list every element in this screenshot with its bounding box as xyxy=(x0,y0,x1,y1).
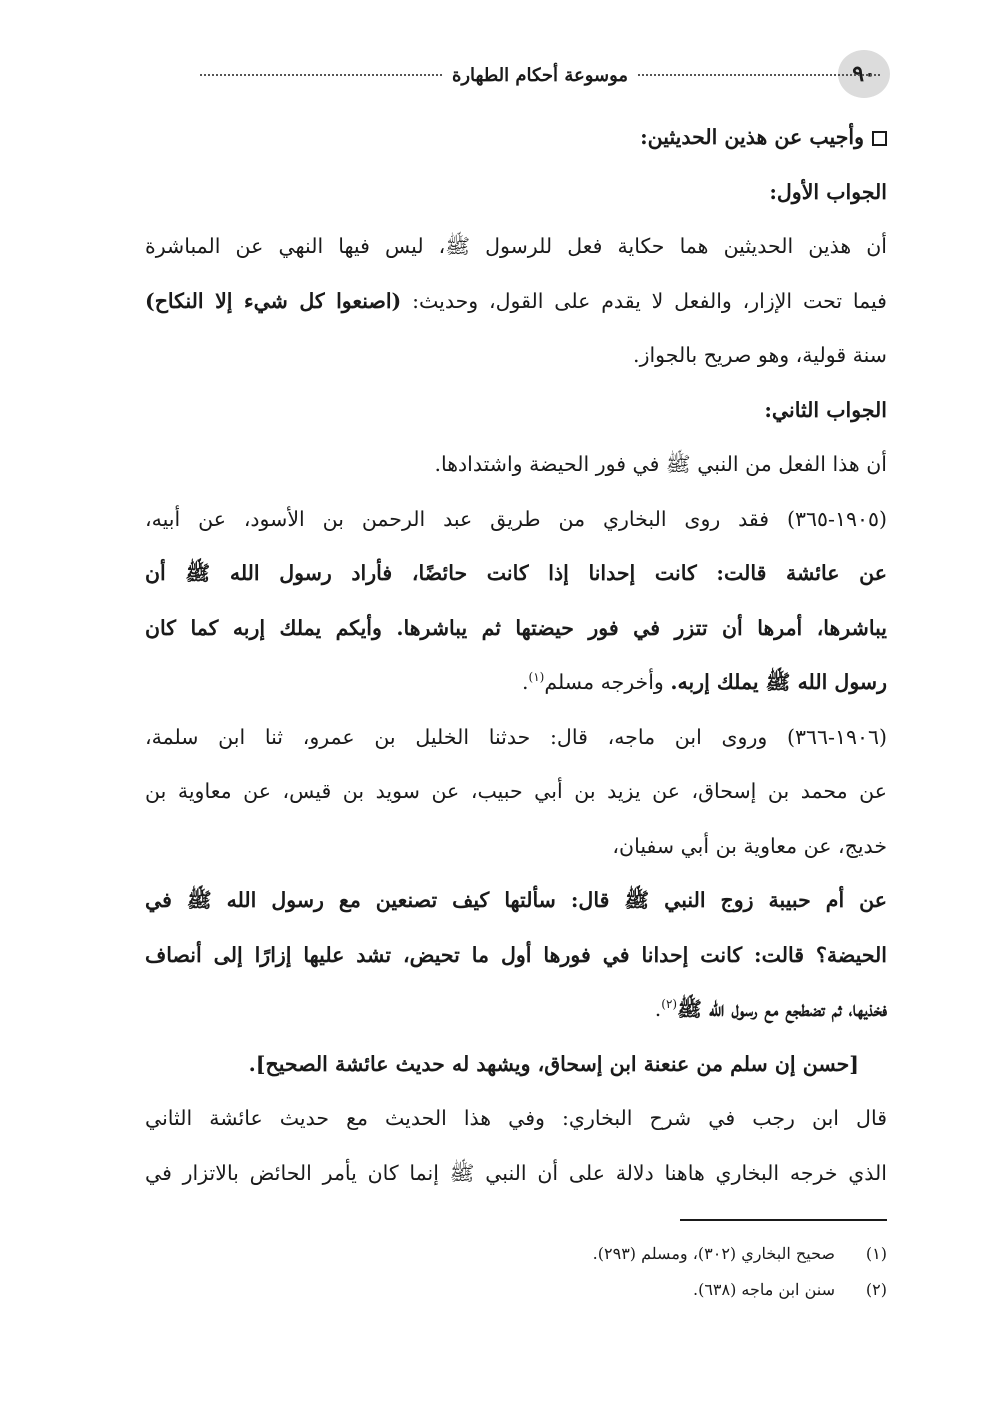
paragraph-line xyxy=(145,274,887,329)
checkbox-square-icon xyxy=(872,131,887,146)
footnote-text: صحيح البخاري (٣٠٢)، ومسلم (٢٩٣). xyxy=(592,1244,835,1263)
paragraph-line: الذي خرجه البخاري هاهنا دلالة على أن النبي ﷺ إنما كان يأمر الحائض بالاتزار في xyxy=(145,1160,887,1185)
hadith-chain-line: (١٩٠٦-٣٦٦) وروى ابن ماجه، قال: حدثنا الخليل بن عمرو، ثنا ابن سلمة، xyxy=(145,724,887,749)
hadith-chain-line: خديج، عن معاوية بن أبي سفيان، xyxy=(612,833,887,858)
footnote-number: (٢) xyxy=(865,1280,887,1299)
section-heading: وأجيب عن هذين الحديثين: xyxy=(640,125,864,149)
main-text xyxy=(145,110,887,1200)
hadith-chain-line: عن محمد بن إسحاق، عن يزيد بن أبي حبيب، عن سويد بن قيس، عن معاوية بن xyxy=(145,779,887,803)
hadith-text-line: عن عائشة قالت: كانت إحدانا إذا كانت حائضًا، فأراد رسول الله ﷺ أن xyxy=(145,561,887,585)
hadith-chain-line: (١٩٠٥-٣٦٥) فقد روى البخاري من طريق عبد الرحمن بن الأسود، عن أبيه، xyxy=(145,506,887,531)
grading-line: [حسن إن سلم من عنعنة ابن إسحاق، ويشهد له حديث عائشة الصحيح]. xyxy=(248,1051,859,1076)
text-run: فيما تحت الإزار، والفعل لا يقدم على القول، وحديث: xyxy=(401,288,887,313)
footnote-1 xyxy=(480,1236,887,1272)
page-number: ٩٠ xyxy=(852,61,876,87)
answer-one-heading: الجواب الأول: xyxy=(769,179,887,204)
text-run: . xyxy=(654,997,662,1021)
paragraph-line: أن هذا الفعل من النبي ﷺ في فور الحيضة واشتدادها. xyxy=(434,452,887,476)
answer-two-heading: الجواب الثاني: xyxy=(764,397,887,422)
header-dots-left xyxy=(200,74,442,76)
hadith-text-line xyxy=(145,655,887,710)
footnotes xyxy=(480,1236,887,1308)
header-dots-right xyxy=(638,74,880,76)
text-run: وأخرجه مسلم xyxy=(544,670,671,694)
book-title: موسوعة أحكام الطهارة xyxy=(451,64,629,86)
footnote-ref-2: (٢) xyxy=(661,997,678,1012)
hadith-text-line: يباشرها، أمرها أن تتزر في فور حيضتها ثم يباشرها. وأيكم يملك إربه كما كان xyxy=(145,615,887,640)
hadith-text-line: عن أم حبيبة زوج النبي ﷺ قال: سألتها كيف تصنعين مع رسول الله ﷺ في xyxy=(145,888,887,912)
paragraph-line: قال ابن رجب في شرح البخاري: وفي هذا الحديث مع حديث عائشة الثاني xyxy=(145,1106,887,1130)
footnote-divider xyxy=(680,1219,887,1221)
section-heading-line xyxy=(145,110,887,165)
running-header xyxy=(190,58,890,92)
hadith-text-end: فخذيها، ثم تضطجع مع رسول الله ﷺ xyxy=(677,997,887,1021)
footnote-number: (١) xyxy=(865,1244,887,1263)
paragraph-line: سنة قولية، وهو صريح بالجواز. xyxy=(633,343,887,367)
footnote-2 xyxy=(480,1272,887,1308)
footnote-ref-1: (١) xyxy=(528,670,545,685)
page-header xyxy=(140,50,890,100)
text-run: . xyxy=(522,670,529,694)
paragraph-line: أن هذين الحديثين هما حكاية فعل للرسول ﷺ، ليس فيها النهي عن المباشرة xyxy=(145,234,887,258)
hadith-text-end: رسول الله ﷺ يملك إربه. xyxy=(670,670,887,694)
hadith-text-line xyxy=(145,982,887,1037)
hadith-quote: (اصنعوا كل شيء إلا النكاح) xyxy=(145,288,402,313)
footnote-text: سنن ابن ماجه (٦٣٨). xyxy=(692,1280,835,1299)
hadith-text-line: الحيضة؟ قالت: كانت إحدانا في فورها أول ما تحيض، تشد عليها إزارًا إلى أنصاف xyxy=(145,942,887,967)
